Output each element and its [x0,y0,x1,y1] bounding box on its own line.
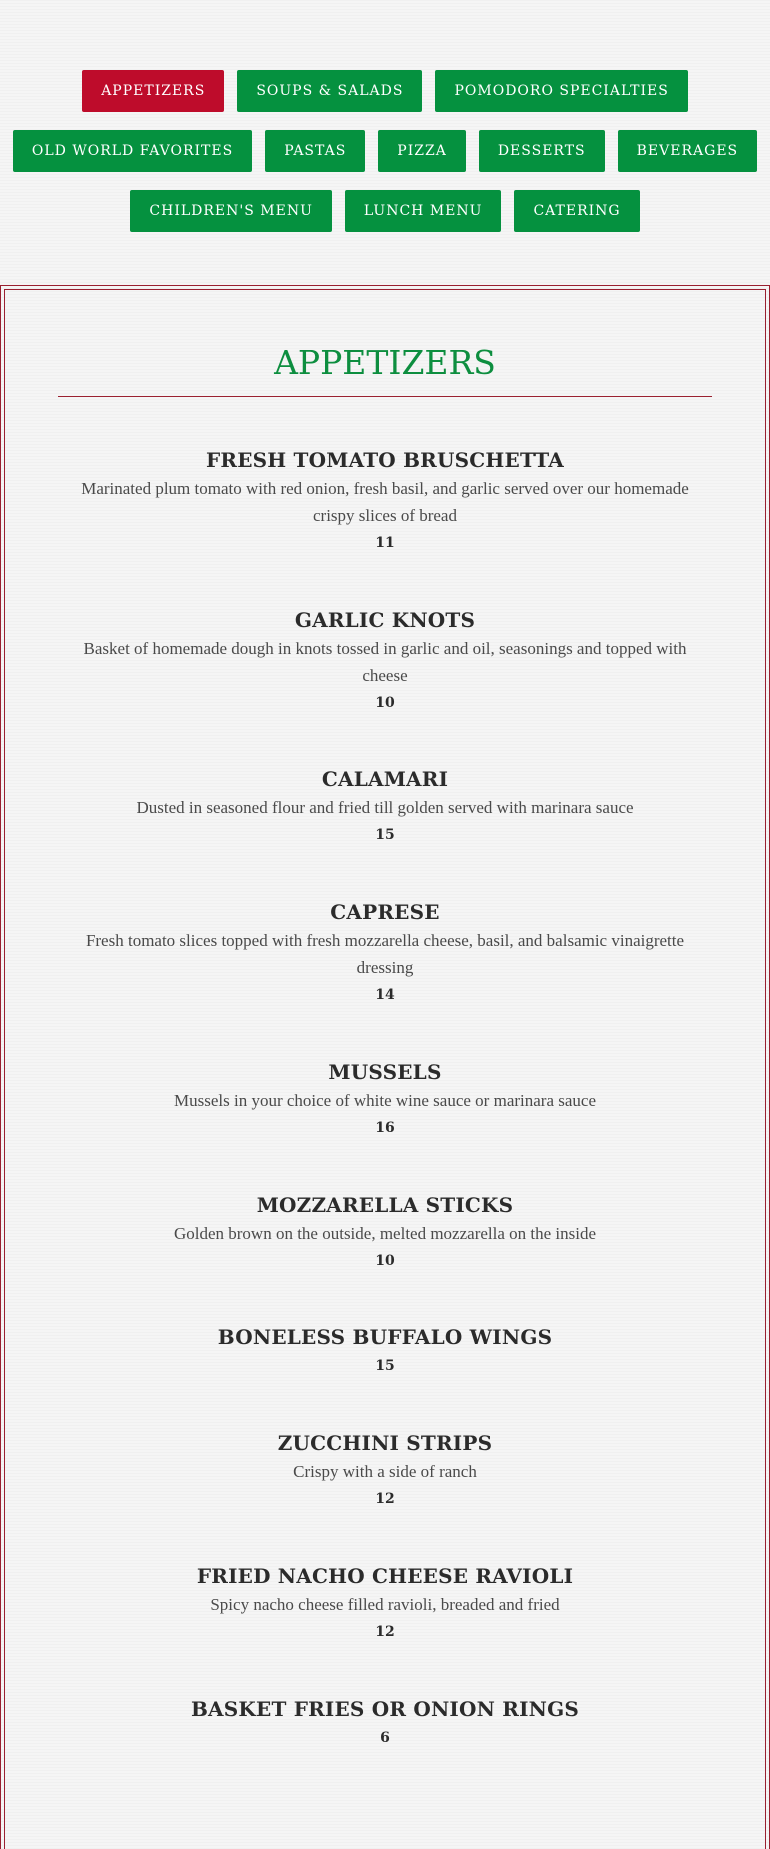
menu-item [60,445,710,557]
menu-item [60,1057,710,1142]
menu-item [60,605,710,717]
menu-item [60,1190,710,1275]
nav-button-pizza[interactable]: PIZZA [378,130,466,172]
menu-item-price: 12 [375,1491,395,1507]
menu-item-description: Dusted in seasoned flour and fried till golden served with marinara sauce [136,798,634,817]
menu-item-name: ZUCCHINI STRIPS [277,1431,493,1455]
section-divider [58,396,712,397]
nav-row [0,130,770,172]
menu-item-name: BONELESS BUFFALO WINGS [217,1325,553,1349]
nav-button-old-world-favorites[interactable]: OLD WORLD FAVORITES [13,130,252,172]
menu-item-price: 14 [375,987,395,1003]
nav-row [0,70,770,112]
nav-button-lunch-menu[interactable]: LUNCH MENU [345,190,502,232]
category-nav [0,70,770,250]
nav-button-beverages[interactable]: BEVERAGES [618,130,757,172]
menu-item-description: Mussels in your choice of white wine sauce or marinara sauce [173,1091,597,1110]
menu-item-price: 10 [375,695,395,711]
menu-item [60,897,710,1009]
menu-item [60,1561,710,1646]
menu-item-description: Fresh tomato slices topped with fresh mozzarella cheese, basil, and balsamic vinaigrette dressing [85,931,685,977]
menu-item-name: MUSSELS [328,1060,442,1084]
menu-item-description: Spicy nacho cheese filled ravioli, breaded and fried [210,1595,560,1614]
menu-item-name: CALAMARI [321,767,449,791]
nav-button-childrens-menu[interactable]: CHILDREN'S MENU [130,190,331,232]
menu-item-name: GARLIC KNOTS [294,608,476,632]
menu-item-price: 15 [375,827,395,843]
menu-item [60,1428,710,1513]
menu-item-description: Crispy with a side of ranch [293,1462,477,1481]
nav-button-desserts[interactable]: DESSERTS [479,130,605,172]
nav-button-pastas[interactable]: PASTAS [265,130,365,172]
menu-item-name: CAPRESE [330,900,440,924]
menu-item-price: 15 [375,1358,395,1374]
menu-item-description: Marinated plum tomato with red onion, fresh basil, and garlic served over our homemade crispy slices of bread [81,479,689,525]
menu-item-name: FRIED NACHO CHEESE RAVIOLI [196,1564,574,1588]
nav-button-pomodoro-specialties[interactable]: POMODORO SPECIALTIES [435,70,687,112]
menu-item-name: FRESH TOMATO BRUSCHETTA [205,448,565,472]
menu-item [60,1322,710,1380]
menu-item-price: 16 [375,1120,395,1136]
nav-button-appetizers[interactable]: APPETIZERS [82,70,224,112]
nav-button-catering[interactable]: CATERING [514,190,639,232]
nav-row [0,190,770,232]
menu-item-price: 11 [375,535,395,551]
section-title: APPETIZERS [274,343,496,382]
menu-item-price: 12 [375,1624,395,1640]
menu-item [60,1694,710,1752]
menu-item-price: 10 [375,1253,395,1269]
menu-item-description: Basket of homemade dough in knots tossed in garlic and oil, seasonings and topped with cheese [83,639,687,685]
nav-button-soups-salads[interactable]: SOUPS & SALADS [237,70,422,112]
menu-item-name: MOZZARELLA STICKS [256,1193,514,1217]
menu-item-price: 6 [380,1730,390,1746]
menu-item [60,764,710,849]
menu-item-description: Golden brown on the outside, melted mozzarella on the inside [173,1224,597,1243]
menu-item-name: BASKET FRIES OR ONION RINGS [190,1697,580,1721]
